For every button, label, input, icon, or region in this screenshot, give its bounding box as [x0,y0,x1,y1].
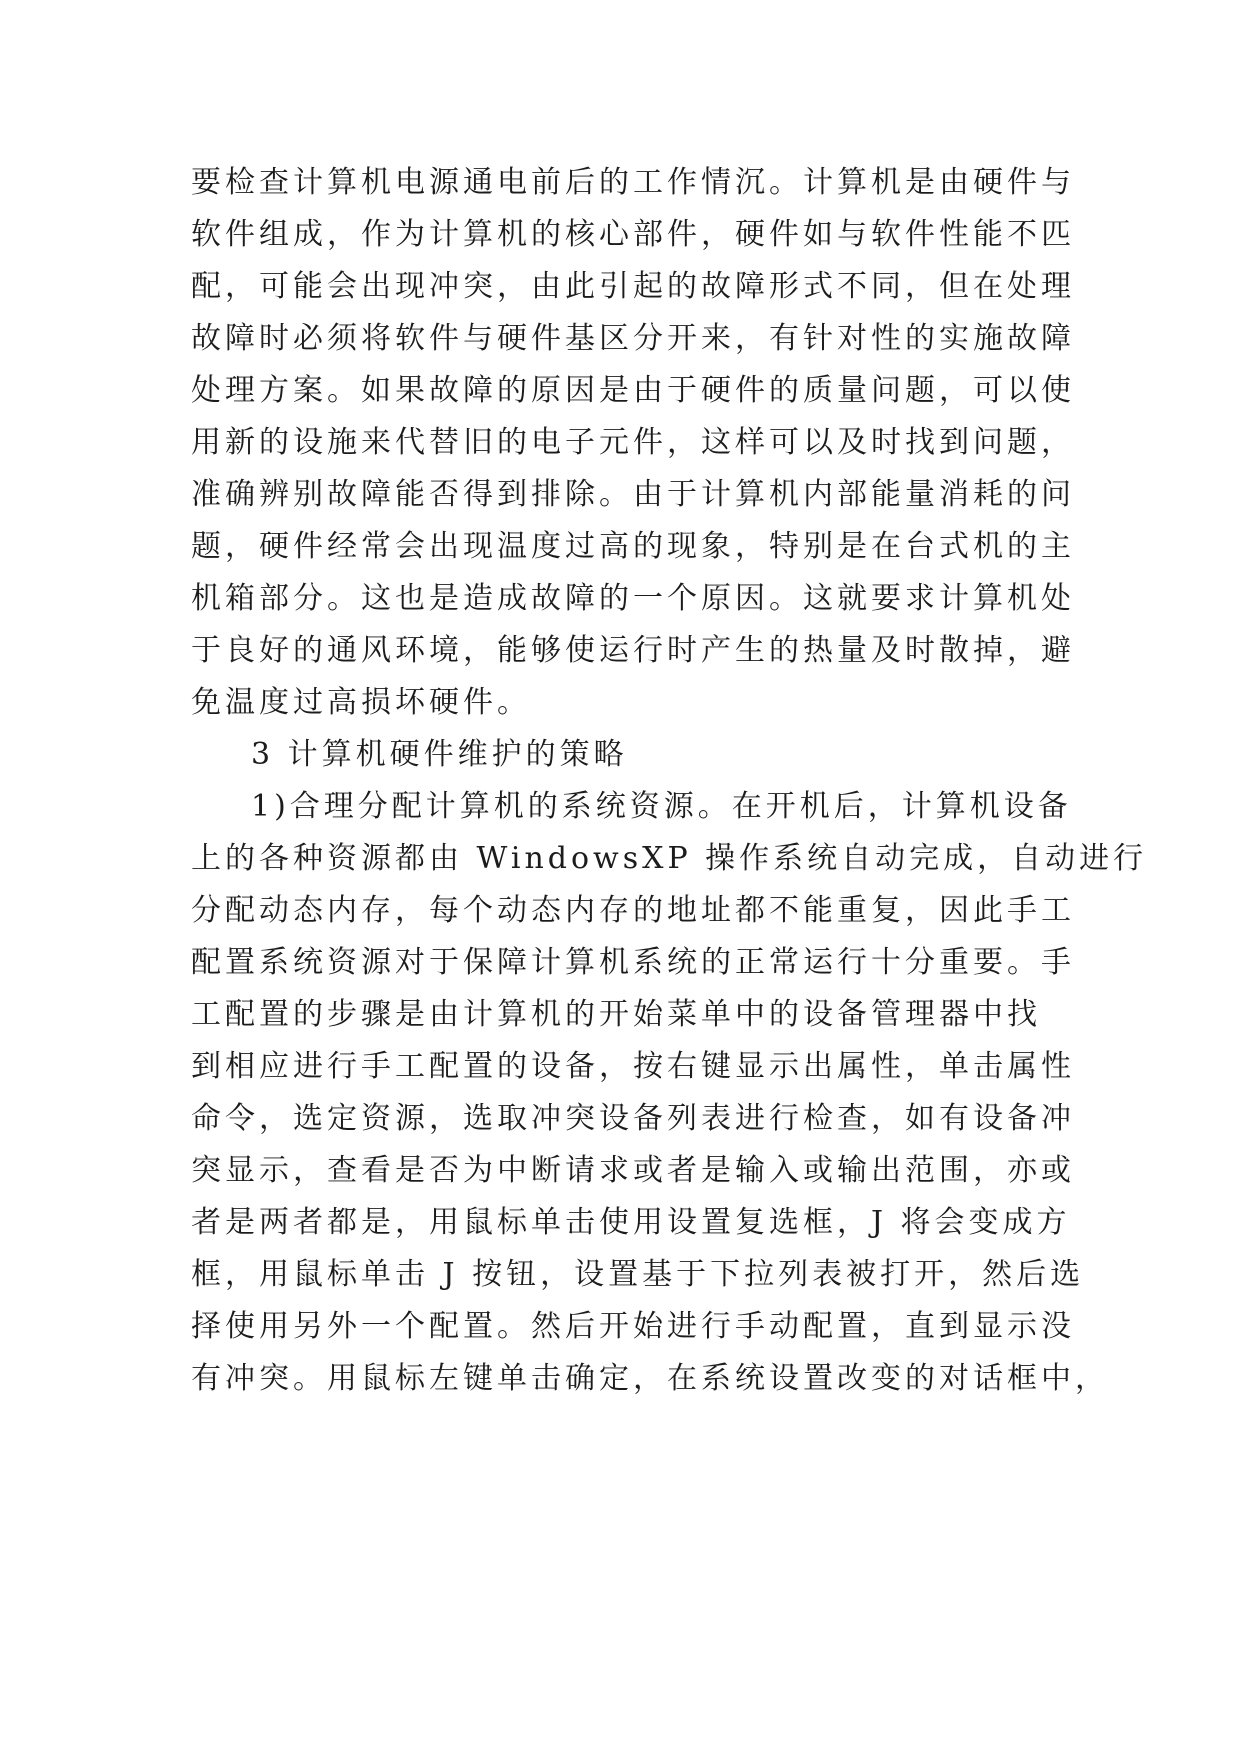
text-line: 分配动态内存，每个动态内存的地址都不能重复，因此手工 [191,893,1075,928]
section-heading: 3 计算机硬件维护的策略 [251,737,628,772]
text-line: 软件组成，作为计算机的核心部件，硬件如与软件性能不匹 [191,217,1075,252]
paragraph-1 [191,157,1075,729]
text-line: 框，用鼠标单击 J 按钮，设置基于下拉列表被打开，然后选 [191,1257,1085,1292]
text-line: 配，可能会出现冲突，由此引起的故障形式不同，但在处理 [191,269,1075,304]
text-line: 上的各种资源都由 WindowsXP 操作系统自动完成，自动进行 [191,841,1148,876]
text-line: 有冲突。用鼠标左键单击确定，在系统设置改变的对话框中， [191,1361,1109,1396]
text-line: 突显示，查看是否为中断请求或者是输入或输出范围，亦或 [191,1153,1075,1188]
text-line: 机箱部分。这也是造成故障的一个原因。这就要求计算机处 [191,581,1075,616]
text-line: 题，硬件经常会出现温度过高的现象，特别是在台式机的主 [191,529,1075,564]
text-line: 于良好的通风环境，能够使运行时产生的热量及时散掉，避 [191,633,1075,668]
text-line: 要检查计算机电源通电前后的工作情沉。计算机是由硬件与 [191,165,1075,200]
text-line: 1)合理分配计算机的系统资源。在开机后，计算机设备 [251,789,1072,824]
text-line: 配置系统资源对于保障计算机系统的正常运行十分重要。手 [191,945,1075,980]
text-line: 者是两者都是，用鼠标单击使用设置复选框，J 将会变成方 [191,1205,1071,1240]
text-line: 免温度过高损坏硬件。 [191,685,531,720]
text-line: 到相应进行手工配置的设备，按右键显示出属性，单击属性 [191,1049,1075,1084]
text-line: 工配置的步骤是由计算机的开始菜单中的设备管理器中找 [191,997,1041,1032]
text-line: 用新的设施来代替旧的电子元件，这样可以及时找到问题， [191,425,1075,460]
text-line: 处理方案。如果故障的原因是由于硬件的质量问题，可以使 [191,373,1075,408]
text-line: 准确辨别故障能否得到排除。由于计算机内部能量消耗的问 [191,477,1075,512]
text-line: 择使用另外一个配置。然后开始进行手动配置，直到显示没 [191,1309,1075,1344]
paragraph-2 [191,781,1148,1405]
text-line: 故障时必须将软件与硬件基区分开来，有针对性的实施故障 [191,321,1075,356]
body-text [191,157,1148,1405]
text-line: 命令，选定资源，选取冲突设备列表进行检查，如有设备冲 [191,1101,1075,1136]
